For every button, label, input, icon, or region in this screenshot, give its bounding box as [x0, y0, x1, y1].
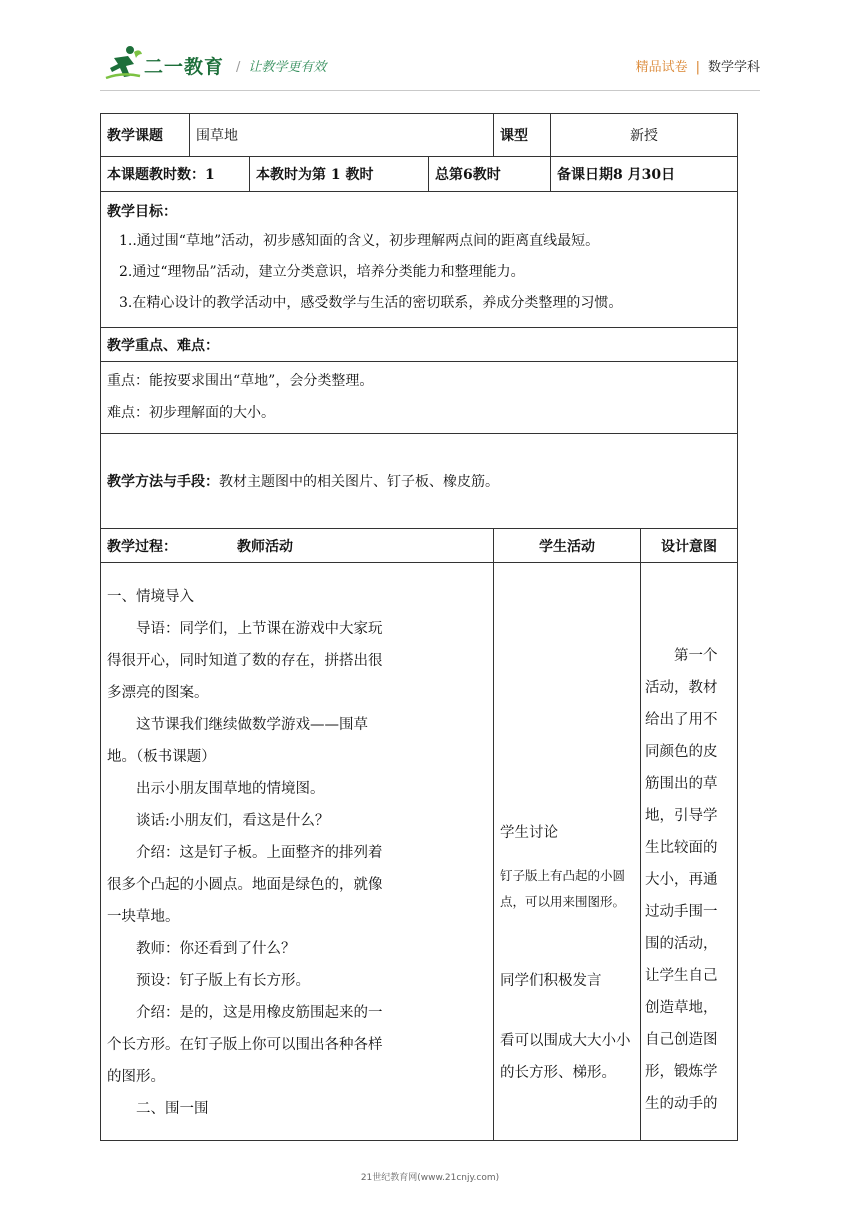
topic-value: 围草地 [190, 114, 494, 157]
intent-line: 给出了用不 [645, 711, 718, 728]
intent-line: 第一个 [674, 647, 718, 664]
methods-text: 教材主题图中的相关图片、钉子板、橡皮筋。 [219, 474, 499, 490]
methods-cell [101, 434, 738, 529]
design-intent-cell [641, 563, 738, 1141]
student-observe-line: 点，可以用来围图形。 [500, 893, 626, 909]
student-column-header: 学生活动 [494, 529, 641, 563]
teacher-line: 一块草地。 [107, 908, 180, 925]
prep-date: 备课日期8 月30日 [551, 157, 738, 192]
lesson-plan-table [100, 113, 738, 1141]
teacher-line: 这节课我们继续做数学游戏——围草 [136, 716, 368, 733]
key-point: 重点：能按要求围出“草地”，会分类整理。 [107, 373, 374, 389]
hour-sum: 总第6教时 [429, 157, 551, 192]
process-label: 教学过程： [107, 538, 177, 555]
keypoints-label: 教学重点、难点： [101, 328, 738, 362]
teacher-line: 预设：钉子版上有长方形。 [136, 972, 310, 989]
intent-line: 创造草地， [645, 999, 718, 1016]
logo [104, 44, 224, 82]
logo-text: 二一教育 [144, 56, 225, 78]
student-shapes-line: 的长方形、梯形。 [500, 1064, 616, 1081]
row-hours [101, 157, 738, 192]
header-divider [100, 90, 760, 91]
page-header [100, 44, 760, 84]
teacher-line: 得很开心，同时知道了数的存在，拼搭出很 [107, 652, 383, 669]
topic-label: 教学课题 [101, 114, 190, 157]
row-keypoints [101, 362, 738, 434]
row-keypoints-label [101, 328, 738, 362]
intent-line: 生比较面的 [645, 839, 718, 856]
slogan-text: 让教学更有效 [248, 60, 327, 75]
intent-line: 让学生自己 [645, 967, 718, 984]
row-topic [101, 114, 738, 157]
objectives-label: 教学目标： [107, 204, 177, 220]
intent-line: 大小，再通 [645, 871, 718, 888]
teacher-line: 导语：同学们，上节课在游戏中大家玩 [136, 620, 383, 637]
teacher-column-header: 教师活动 [237, 538, 293, 555]
intent-line: 自己创造图 [645, 1031, 718, 1048]
row-process-header [101, 529, 738, 563]
student-shapes-line: 看可以围成大大小小 [500, 1032, 631, 1049]
teacher-line: 谈话:小朋友们，看这是什么？ [136, 812, 330, 829]
tag-premium: 精品试卷 [635, 60, 688, 75]
teacher-line: 多漂亮的图案。 [107, 684, 209, 701]
teacher-line: 出示小朋友围草地的情境图。 [136, 780, 325, 797]
hours-total: 本课题教时数：1 [101, 157, 250, 192]
teacher-line: 地。（板书课题） [107, 748, 216, 765]
intent-line: 地，引导学 [645, 807, 718, 824]
tag-subject: 数学学科 [707, 60, 760, 75]
intent-line: 活动，教材 [645, 679, 718, 696]
row-objectives [101, 192, 738, 328]
intent-line: 生的动手的 [645, 1095, 718, 1112]
teacher-line: 介绍：是的，这是用橡皮筋围起来的一 [136, 1004, 383, 1021]
row-methods [101, 434, 738, 529]
student-observe-line: 钉子版上有凸起的小圆 [500, 867, 626, 883]
intent-line: 过动手围一 [645, 903, 718, 920]
slogan: / 让教学更有效 [236, 60, 327, 75]
objective-item: 2.通过“理物品”活动，建立分类意识，培养分类能力和整理能力。 [119, 264, 525, 280]
intent-line: 形，锻炼学 [645, 1063, 718, 1080]
teacher-line: 很多个凸起的小圆点。地面是绿色的，就像 [107, 876, 383, 893]
teacher-line: 个长方形。在钉子版上你可以围出各种各样 [107, 1036, 383, 1053]
hour-current: 本教时为第 1 教时 [250, 157, 429, 192]
intent-line: 同颜色的皮 [645, 743, 718, 760]
page-footer: 21世纪教育网(www.21cnjy.com) [360, 1173, 500, 1183]
student-discuss: 学生讨论 [500, 824, 558, 841]
student-speak: 同学们积极发言 [500, 972, 602, 989]
objective-item: 1..通过围“草地”活动，初步感知面的含义，初步理解两点间的距离直线最短。 [119, 233, 600, 249]
type-label: 课型 [494, 114, 551, 157]
teacher-line: 介绍：这是钉子板。上面整齐的排列着 [136, 844, 383, 861]
process-header-cell [101, 529, 494, 563]
objective-item: 3.在精心设计的教学活动中，感受数学与生活的密切联系，养成分类整理的习惯。 [119, 295, 623, 311]
intent-line: 围的活动， [645, 935, 718, 952]
intent-column-header: 设计意图 [641, 529, 738, 563]
row-process-body [101, 563, 738, 1141]
methods-label: 教学方法与手段： [107, 474, 219, 490]
teacher-line: 教师：你还看到了什么？ [136, 940, 296, 957]
teacher-line: 二、围一围 [136, 1100, 209, 1117]
teacher-activity-cell [101, 563, 494, 1141]
teacher-line: 的图形。 [107, 1068, 165, 1085]
type-value: 新授 [551, 114, 738, 157]
student-activity-cell [494, 563, 641, 1141]
teacher-line: 一、情境导入 [107, 588, 194, 605]
subject-tags [636, 56, 760, 75]
runner-logo-icon [104, 44, 144, 82]
intent-line: 筋围出的草 [645, 775, 718, 792]
difficult-point: 难点：初步理解面的大小。 [107, 405, 275, 421]
tag-separator: | [695, 60, 700, 75]
